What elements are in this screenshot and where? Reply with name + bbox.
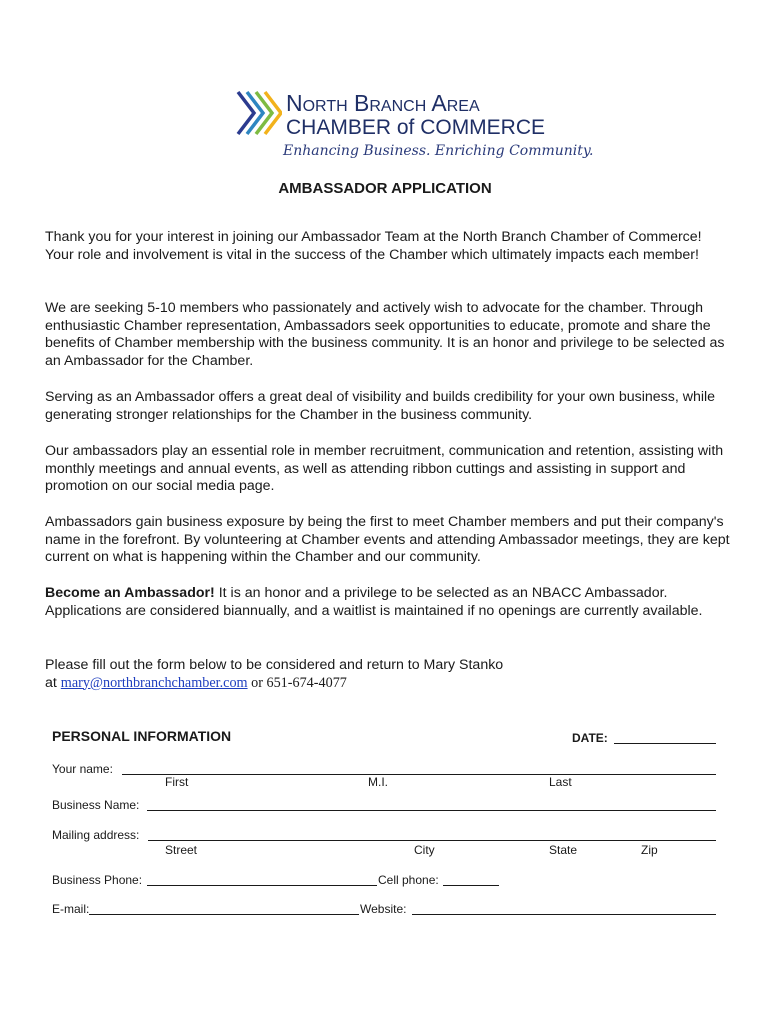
date-field[interactable] [614,743,716,744]
business-phone-label: Business Phone: [52,873,143,887]
logo-line-2: CHAMBER of COMMERCE [286,116,546,139]
website-field[interactable] [412,914,716,915]
logo-line-1: North Branch Area [286,90,480,116]
become-ambassador-text: It is an honor and a privilege to be selected as an NBACC Ambassador. Applications are considered biannually, and a waitlist is maintained if no openings are currently available. [45,585,703,619]
contact-phone: or 651-674-4077 [247,674,347,691]
chevron-logo-icon [236,90,282,136]
become-ambassador-paragraph [45,585,730,620]
email-link[interactable]: mary@northbranchchamber.com [60,674,248,691]
website-label: Website: [360,902,407,916]
page-title: AMBASSADOR APPLICATION [278,180,492,197]
logo-tagline: Enhancing Business. Enriching Community. [283,143,594,159]
business-name-label: Business Name: [52,798,140,812]
visibility-paragraph: Serving as an Ambassador offers a great deal of visibility and builds credibility for your own business, while generating stronger relationships for the Chamber in the business community. [45,389,716,423]
intro-paragraph: Thank you for your interest in joining our Ambassador Team at the North Branch Chamber of Commerce! Your role and involvement is vital in the success of the Chamber which ultimately impacts each member! [45,229,702,263]
contact-paragraph [45,657,730,692]
your-name-field[interactable] [122,774,716,775]
mailing-address-field[interactable] [148,840,716,841]
cell-phone-label: Cell phone: [378,873,439,887]
your-name-label: Your name: [52,762,113,776]
role-paragraph: Our ambassadors play an essential role in member recruitment, communication and retention, assisting with monthly meetings and annual events, as well as attending ribbon cuttings and assisting in support and promotion on our social media page. [45,443,724,495]
seeking-paragraph: We are seeking 5-10 members who passionately and actively wish to advocate for the chamber. Through enthusiastic Chamber representation, Ambassadors seek opportunities to educate, promote and share the benefits of Chamber membership with the business community. It is an honor and privilege to be selected as an Ambassador for the Chamber. [45,300,725,369]
contact-line: Please fill out the form below to be considered and return to Mary Stanko [45,657,504,673]
zip-sublabel: Zip [641,843,658,857]
contact-at: at [45,674,61,691]
first-sublabel: First [165,775,189,789]
business-phone-field[interactable] [147,885,377,886]
mi-sublabel: M.I. [368,775,388,789]
section-title: PERSONAL INFORMATION [52,728,232,744]
cell-phone-field[interactable] [443,885,499,886]
last-sublabel: Last [549,775,572,789]
email-field[interactable] [89,914,359,915]
city-sublabel: City [414,843,435,857]
business-name-field[interactable] [147,810,716,811]
email-label: E-mail: [52,902,90,916]
street-sublabel: Street [165,843,198,857]
state-sublabel: State [549,843,578,857]
chamber-logo [236,88,594,163]
date-label: DATE: [572,731,608,745]
mailing-address-label: Mailing address: [52,828,140,842]
become-ambassador-heading: Become an Ambassador! [45,585,215,601]
exposure-paragraph: Ambassadors gain business exposure by being the first to meet Chamber members and put their company's name in the forefront. By volunteering at Chamber events and attending Ambassador meetings, they are kept current on what is happening within the Chamber and our community. [45,514,730,566]
